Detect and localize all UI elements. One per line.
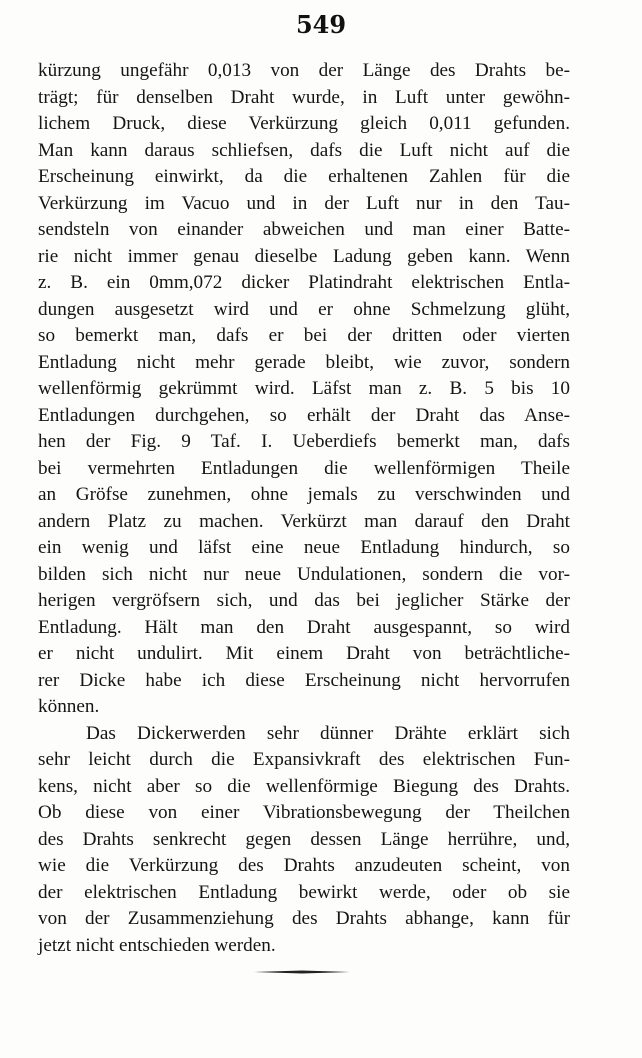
text-line: der elektrischen Entladung bewirkt werde, oder ob sie [38, 881, 570, 903]
text-line: können. [38, 696, 100, 717]
text-line: er nicht undulirt. Mit einem Draht von beträchtliche- [38, 643, 570, 664]
page-number: 549 [295, 10, 347, 39]
section-end-rule [254, 970, 350, 974]
text-line: an Gröfse zunehmen, ohne jemals zu verschwinden und [38, 484, 570, 505]
text-line: Verkürzung im Vacuo und in der Luft nur in den Tau- [38, 192, 570, 214]
text-line: Entladung nicht mehr gerade bleibt, wie zuvor, sondern [38, 351, 570, 373]
text-line: rie nicht immer genau dieselbe Ladung geben kann. Wenn [38, 245, 570, 267]
text-line: bilden sich nicht nur neue Undulationen, sondern die vor- [38, 563, 570, 585]
text-line: rer Dicke habe ich diese Erscheinung nicht hervorrufen [38, 669, 570, 691]
text-line: dungen ausgesetzt wird und er ohne Schmelzung glüht, [38, 298, 570, 320]
paragraph [38, 58, 570, 721]
text-line: lichem Druck, diese Verkürzung gleich 0,011 gefunden. [38, 113, 570, 134]
text-line: trägt; für denselben Draht wurde, in Luft unter gewöhn- [38, 86, 570, 108]
text-line: Das Dickerwerden sehr dünner Drähte erklärt sich [86, 722, 570, 744]
text-line: Entladungen durchgehen, so erhält der Draht das Anse- [38, 404, 570, 426]
text-line: Man kann daraus schliefsen, dafs die Luft nicht auf die [38, 139, 570, 161]
text-line: Ob diese von einer Vibrationsbewegung der Theilchen [38, 802, 570, 823]
text-line: so bemerkt man, dafs er bei der dritten oder vierten [38, 325, 570, 346]
text-line: von der Zusammenziehung des Drahts abhange, kann für [38, 908, 570, 929]
text-line: herigen vergröfsern sich, und das bei jeglicher Stärke der [38, 590, 570, 611]
text-line: jetzt nicht entschieden werden. [38, 934, 276, 956]
text-line: wie die Verkürzung des Drahts anzudeuten scheint, von [38, 855, 570, 876]
text-line: Erscheinung einwirkt, da die erhaltenen Zahlen für die [38, 166, 570, 187]
text-line: wellenförmig gekrümmt wird. Läfst man z. B. 5 bis 10 [38, 378, 570, 399]
text-line: z. B. ein 0mm,072 dicker Platindraht elektrischen Entla- [38, 272, 570, 293]
text-line: andern Platz zu machen. Verkürzt man darauf den Draht [38, 510, 570, 532]
text-line: sehr leicht durch die Expansivkraft des elektrischen Fun- [38, 749, 570, 770]
text-line: Entladung. Hält man den Draht ausgespannt, so wird [38, 616, 570, 638]
text-line: hen der Fig. 9 Taf. I. Ueberdiefs bemerkt man, dafs [38, 431, 570, 452]
text-line: des Drahts senkrecht gegen dessen Länge herrühre, und, [38, 828, 570, 850]
paragraph [38, 721, 570, 960]
text-line: kens, nicht aber so die wellenförmige Biegung des Drahts. [38, 775, 570, 797]
body-text [38, 58, 570, 959]
text-line: sendsteln von einander abweichen und man einer Batte- [38, 219, 570, 240]
text-line: ein wenig und läfst eine neue Entladung hindurch, so [38, 537, 570, 558]
text-line: kürzung ungefähr 0,013 von der Länge des Drahts be- [38, 60, 570, 81]
text-line: bei vermehrten Entladungen die wellenförmigen Theile [38, 457, 570, 479]
